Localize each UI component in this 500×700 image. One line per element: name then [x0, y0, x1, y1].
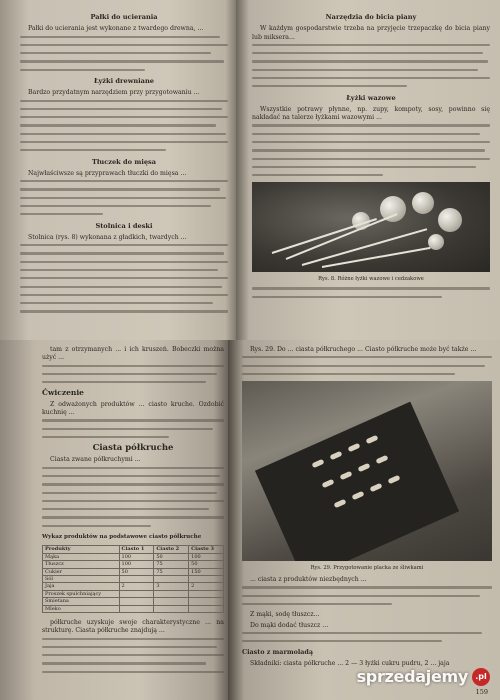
heading-palki: Pałki do ucierania [90, 13, 158, 21]
paragraph-stolnica: Stolnica (rys. 8) wykonana z gładkich, twardych ... [28, 233, 187, 241]
list-item: Do mąki dodać tłuszcz ... [250, 621, 329, 629]
heading-ciasta-polkruche: Ciasta półkruche [92, 443, 174, 454]
sprzedajemy-watermark [357, 667, 490, 686]
table-cell: 50 [189, 561, 224, 568]
table-row [43, 590, 224, 597]
list-item: Z mąki, sodę tłuszcz... [250, 611, 320, 619]
text-lines [242, 586, 492, 605]
text-lines [42, 638, 224, 673]
top-book-spread [0, 0, 500, 340]
closing-paragraph: półkruche uzyskuje swoje charakterystyczne ... na strukturę. Ciasta półkruche znajdują ... [42, 618, 224, 635]
bottom-book-spread [0, 340, 500, 700]
table-row [43, 575, 224, 582]
table-cell: 100 [119, 561, 154, 568]
top-paragraph: Rys. 29. Do ... ciasta półkruchego ... Ciasto półkruche może być także ... [250, 346, 477, 353]
table-cell [154, 598, 189, 605]
pastry-tray-photo [242, 381, 492, 561]
paragraph-tluczek: Najwłaściwsze są przyprawach tłuczki do mięsa ... [28, 169, 187, 177]
watermark-text: sprzedajemy [356, 667, 468, 686]
page-number: 159 [475, 687, 488, 696]
paragraph-palki: Pałki do ucierania jest wykonane z twardego drewna, ... [28, 25, 204, 33]
table-cell [189, 590, 224, 597]
table-cell: 50 [119, 568, 154, 575]
bottom-left-page [0, 340, 232, 700]
table-cell: 75 [154, 561, 189, 568]
paragraph-lyzki-wazowe: Wszystkie potrawy płynne, np. zupy, kompoty, sosy, powinno się nakładać na talerze łyżkami wazowymi ... [252, 105, 490, 122]
top-left-page [0, 0, 240, 340]
table-cell [119, 575, 154, 582]
exercise-paragraph: Z odważonych produktów ... ciasto kruche. Ozdobić kuchnię ... [42, 400, 224, 417]
table-cell [154, 575, 189, 582]
intro-paragraph: tam z otrzymanych ... i ich kruszeń. Bobeczki można użyć ... [42, 346, 224, 362]
text-lines [42, 419, 224, 438]
table-row [43, 583, 224, 590]
table-cell: 2 [119, 583, 154, 590]
heading-tluczek: Tłuczek do mięsa [91, 157, 157, 166]
heading-cwiczenie: Ćwiczenie [42, 388, 84, 398]
table-cell: Mąka [43, 553, 120, 560]
ladles-photo [252, 182, 490, 272]
text-lines [252, 124, 490, 176]
text-lines [242, 356, 492, 375]
table-header-cell: Ciasto 3 [189, 546, 224, 553]
table-cell: 150 [189, 568, 224, 575]
table-cell: Tłuszcz [43, 561, 120, 568]
heading-lyzki-wazowe: Łyżki wazowe [346, 93, 396, 102]
text-lines [20, 36, 228, 71]
paragraph-piana: W każdym gospodarstwie trzeba na przyjęcie trzepaczkę do bicia piany lub miksera... [252, 25, 490, 41]
table-cell [189, 598, 224, 605]
table-cell: Sól [43, 575, 120, 582]
table-header-row [43, 546, 224, 553]
heading-recipe: Ciasto z marmoladą [242, 648, 314, 657]
table-header-cell: Produkty [43, 546, 120, 553]
watermark-badge: .pl [472, 668, 490, 686]
table-row [43, 605, 224, 612]
text-lines [20, 180, 228, 215]
table-cell [119, 590, 154, 597]
ingredients-table [42, 545, 224, 613]
recipe-paragraph: Składniki: ciasta półkruche ... 2 — 3 łyżki cukru pudru, 2 ... jaja [250, 659, 450, 667]
figure-caption: Rys. 29. Przygotowanie placka ze śliwkami [310, 565, 424, 572]
table-cell: 100 [119, 553, 154, 560]
body-paragraph: ... ciasta z produktów niezbędnych ... [250, 576, 367, 584]
figure-caption: Rys. 8. Różne łyżki wazowe i cedzakowe [318, 276, 424, 283]
table-cell: Jaja [43, 583, 120, 590]
table-cell [154, 590, 189, 597]
table-cell [119, 598, 154, 605]
bottom-right-page [228, 340, 500, 700]
table-cell [119, 605, 154, 612]
section-paragraph: Ciasta zwane półkruchymi ... [50, 456, 141, 464]
table-cell: Mleko [43, 605, 120, 612]
text-lines [42, 467, 224, 527]
heading-stolnica: Stolnica i deski [95, 221, 153, 230]
text-lines [252, 44, 490, 88]
text-lines [42, 365, 224, 384]
table-cell [189, 575, 224, 582]
heading-lyzki-drewniane: Łyżki drewniane [94, 77, 154, 85]
table-cell: 50 [154, 553, 189, 560]
table-cell: Proszek spulchniający [43, 590, 120, 597]
paragraph-lyzki: Bardzo przydatnym narzędziem przy przygotowaniu ... [28, 89, 200, 97]
table-title: Wykaz produktów na podstawowe ciasto półkruche [42, 534, 202, 541]
table-cell [154, 605, 189, 612]
text-lines [242, 632, 492, 642]
table-cell: Śmietana [43, 598, 120, 605]
text-lines [20, 244, 228, 312]
heading-piana: Narzędzia do bicia piany [325, 13, 417, 21]
table-header-cell: Ciasto 2 [154, 546, 189, 553]
top-right-page [236, 0, 500, 340]
table-cell: 75 [154, 568, 189, 575]
table-row [43, 561, 224, 568]
table-cell: 2 [189, 583, 224, 590]
text-lines [252, 287, 490, 297]
table-header-cell: Ciasto 1 [119, 546, 154, 553]
table-cell: 3 [154, 583, 189, 590]
table-row [43, 553, 224, 560]
table-cell: Cukier [43, 568, 120, 575]
table-row [43, 598, 224, 605]
text-lines [20, 100, 228, 152]
table-cell [189, 605, 224, 612]
table-cell: 100 [189, 553, 224, 560]
table-row [43, 568, 224, 575]
